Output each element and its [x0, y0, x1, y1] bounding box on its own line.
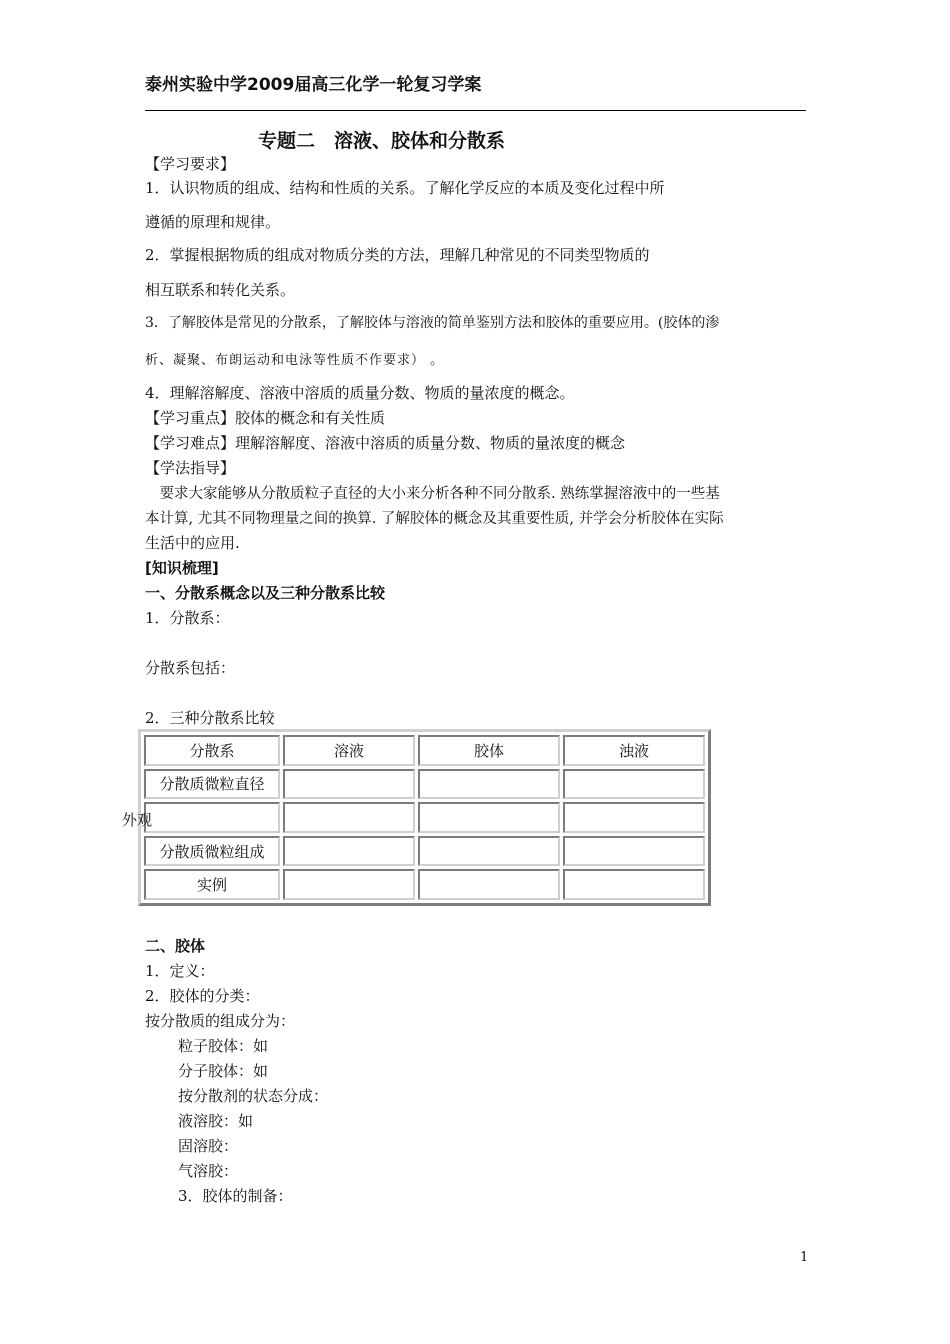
table-header-cell: 分散系 — [144, 735, 280, 766]
section-2-heading: 二、胶体 — [145, 937, 206, 955]
section-1-item-1: 1．分散系： — [145, 609, 230, 627]
method-label: 【学法指导】 — [145, 459, 236, 477]
method-line-3: 生活中的应用. — [145, 534, 240, 552]
section-1-heading: 一、分散系概念以及三种分散系比较 — [145, 584, 386, 602]
classify-by-state: 按分散剂的状态分成： — [178, 1087, 329, 1105]
table-cell — [418, 802, 560, 833]
row-label: 分散质微粒组成 — [144, 836, 280, 867]
table-header-cell: 浊液 — [563, 735, 705, 766]
table-cell — [563, 769, 705, 800]
section-2-item-3: 3．胶体的制备： — [178, 1187, 293, 1205]
table-header-cell: 溶液 — [283, 735, 415, 766]
method-line-1: 要求大家能够从分散质粒子直径的大小来分析各种不同分散系. 熟练掌握溶液中的一些基 — [145, 486, 720, 502]
requirement-3b: 析、凝聚、布朗运动和电泳等性质不作要求） 。 — [145, 353, 445, 368]
requirement-3a: 3．了解胶体是常见的分散系，了解胶体与溶液的简单鉴别方法和胶体的重要应用。(胶体的渗 — [145, 315, 720, 331]
aerosol: 气溶胶： — [178, 1162, 239, 1180]
table-cell — [283, 802, 415, 833]
section-1-item-2: 2．三种分散系比较 — [145, 709, 275, 727]
requirement-2b: 相互联系和转化关系。 — [145, 281, 296, 299]
molecular-colloid: 分子胶体：如 — [178, 1062, 269, 1080]
table-cell — [563, 836, 705, 867]
classify-by-composition: 按分散质的组成分为： — [145, 1012, 296, 1030]
dispersion-comparison-table — [138, 729, 711, 906]
table-row — [144, 836, 705, 867]
section-1-includes: 分散系包括： — [145, 659, 236, 677]
requirement-4: 4．理解溶解度、溶液中溶质的质量分数、物质的量浓度的概念。 — [145, 384, 575, 402]
table-cell — [418, 769, 560, 800]
table-cell — [283, 836, 415, 867]
section-2-item-2: 2．胶体的分类： — [145, 987, 260, 1005]
page-number: 1 — [800, 1250, 809, 1265]
requirement-1a: 1．认识物质的组成、结构和性质的关系。了解化学反应的本质及变化过程中所 — [145, 179, 665, 197]
table-cell — [283, 769, 415, 800]
section-2-item-1: 1．定义： — [145, 962, 215, 980]
knowledge-label: [知识梳理] — [145, 559, 219, 577]
table-cell — [418, 869, 560, 900]
difficulty: 【学习难点】理解溶解度、溶液中溶质的质量分数、物质的量浓度的概念 — [145, 434, 626, 452]
table-row — [144, 769, 705, 800]
table-cell — [563, 869, 705, 900]
table-cell — [418, 836, 560, 867]
school-header: 泰州实验中学2009届高三化学一轮复习学案 — [145, 75, 482, 95]
study-requirements-label: 【学习要求】 — [145, 155, 236, 173]
particle-colloid: 粒子胶体：如 — [178, 1037, 269, 1055]
requirement-1b: 遵循的原理和规律。 — [145, 213, 281, 231]
table-row — [144, 869, 705, 900]
requirement-2a: 2．掌握根据物质的组成对物质分类的方法，理解几种常见的不同类型物质的 — [145, 246, 650, 264]
table-header-row — [144, 735, 705, 766]
method-line-2: 本计算, 尤其不同物理量之间的换算. 了解胶体的概念及其重要性质, 并学会分析胶体在实际 — [145, 511, 724, 527]
key-point: 【学习重点】胶体的概念和有关性质 — [145, 409, 386, 427]
row-label: 分散质微粒直径 — [144, 769, 280, 800]
table-cell — [283, 869, 415, 900]
table-row — [144, 802, 705, 833]
solid-sol: 固溶胶： — [178, 1137, 239, 1155]
doc-title: 专题二 溶液、胶体和分散系 — [258, 130, 506, 152]
appearance-label: 外观 — [122, 811, 153, 829]
header-divider — [145, 110, 806, 111]
table-header-cell: 胶体 — [418, 735, 560, 766]
row-label — [144, 802, 280, 833]
liquid-sol: 液溶胶：如 — [178, 1112, 254, 1130]
table-cell — [563, 802, 705, 833]
row-label: 实例 — [144, 869, 280, 900]
